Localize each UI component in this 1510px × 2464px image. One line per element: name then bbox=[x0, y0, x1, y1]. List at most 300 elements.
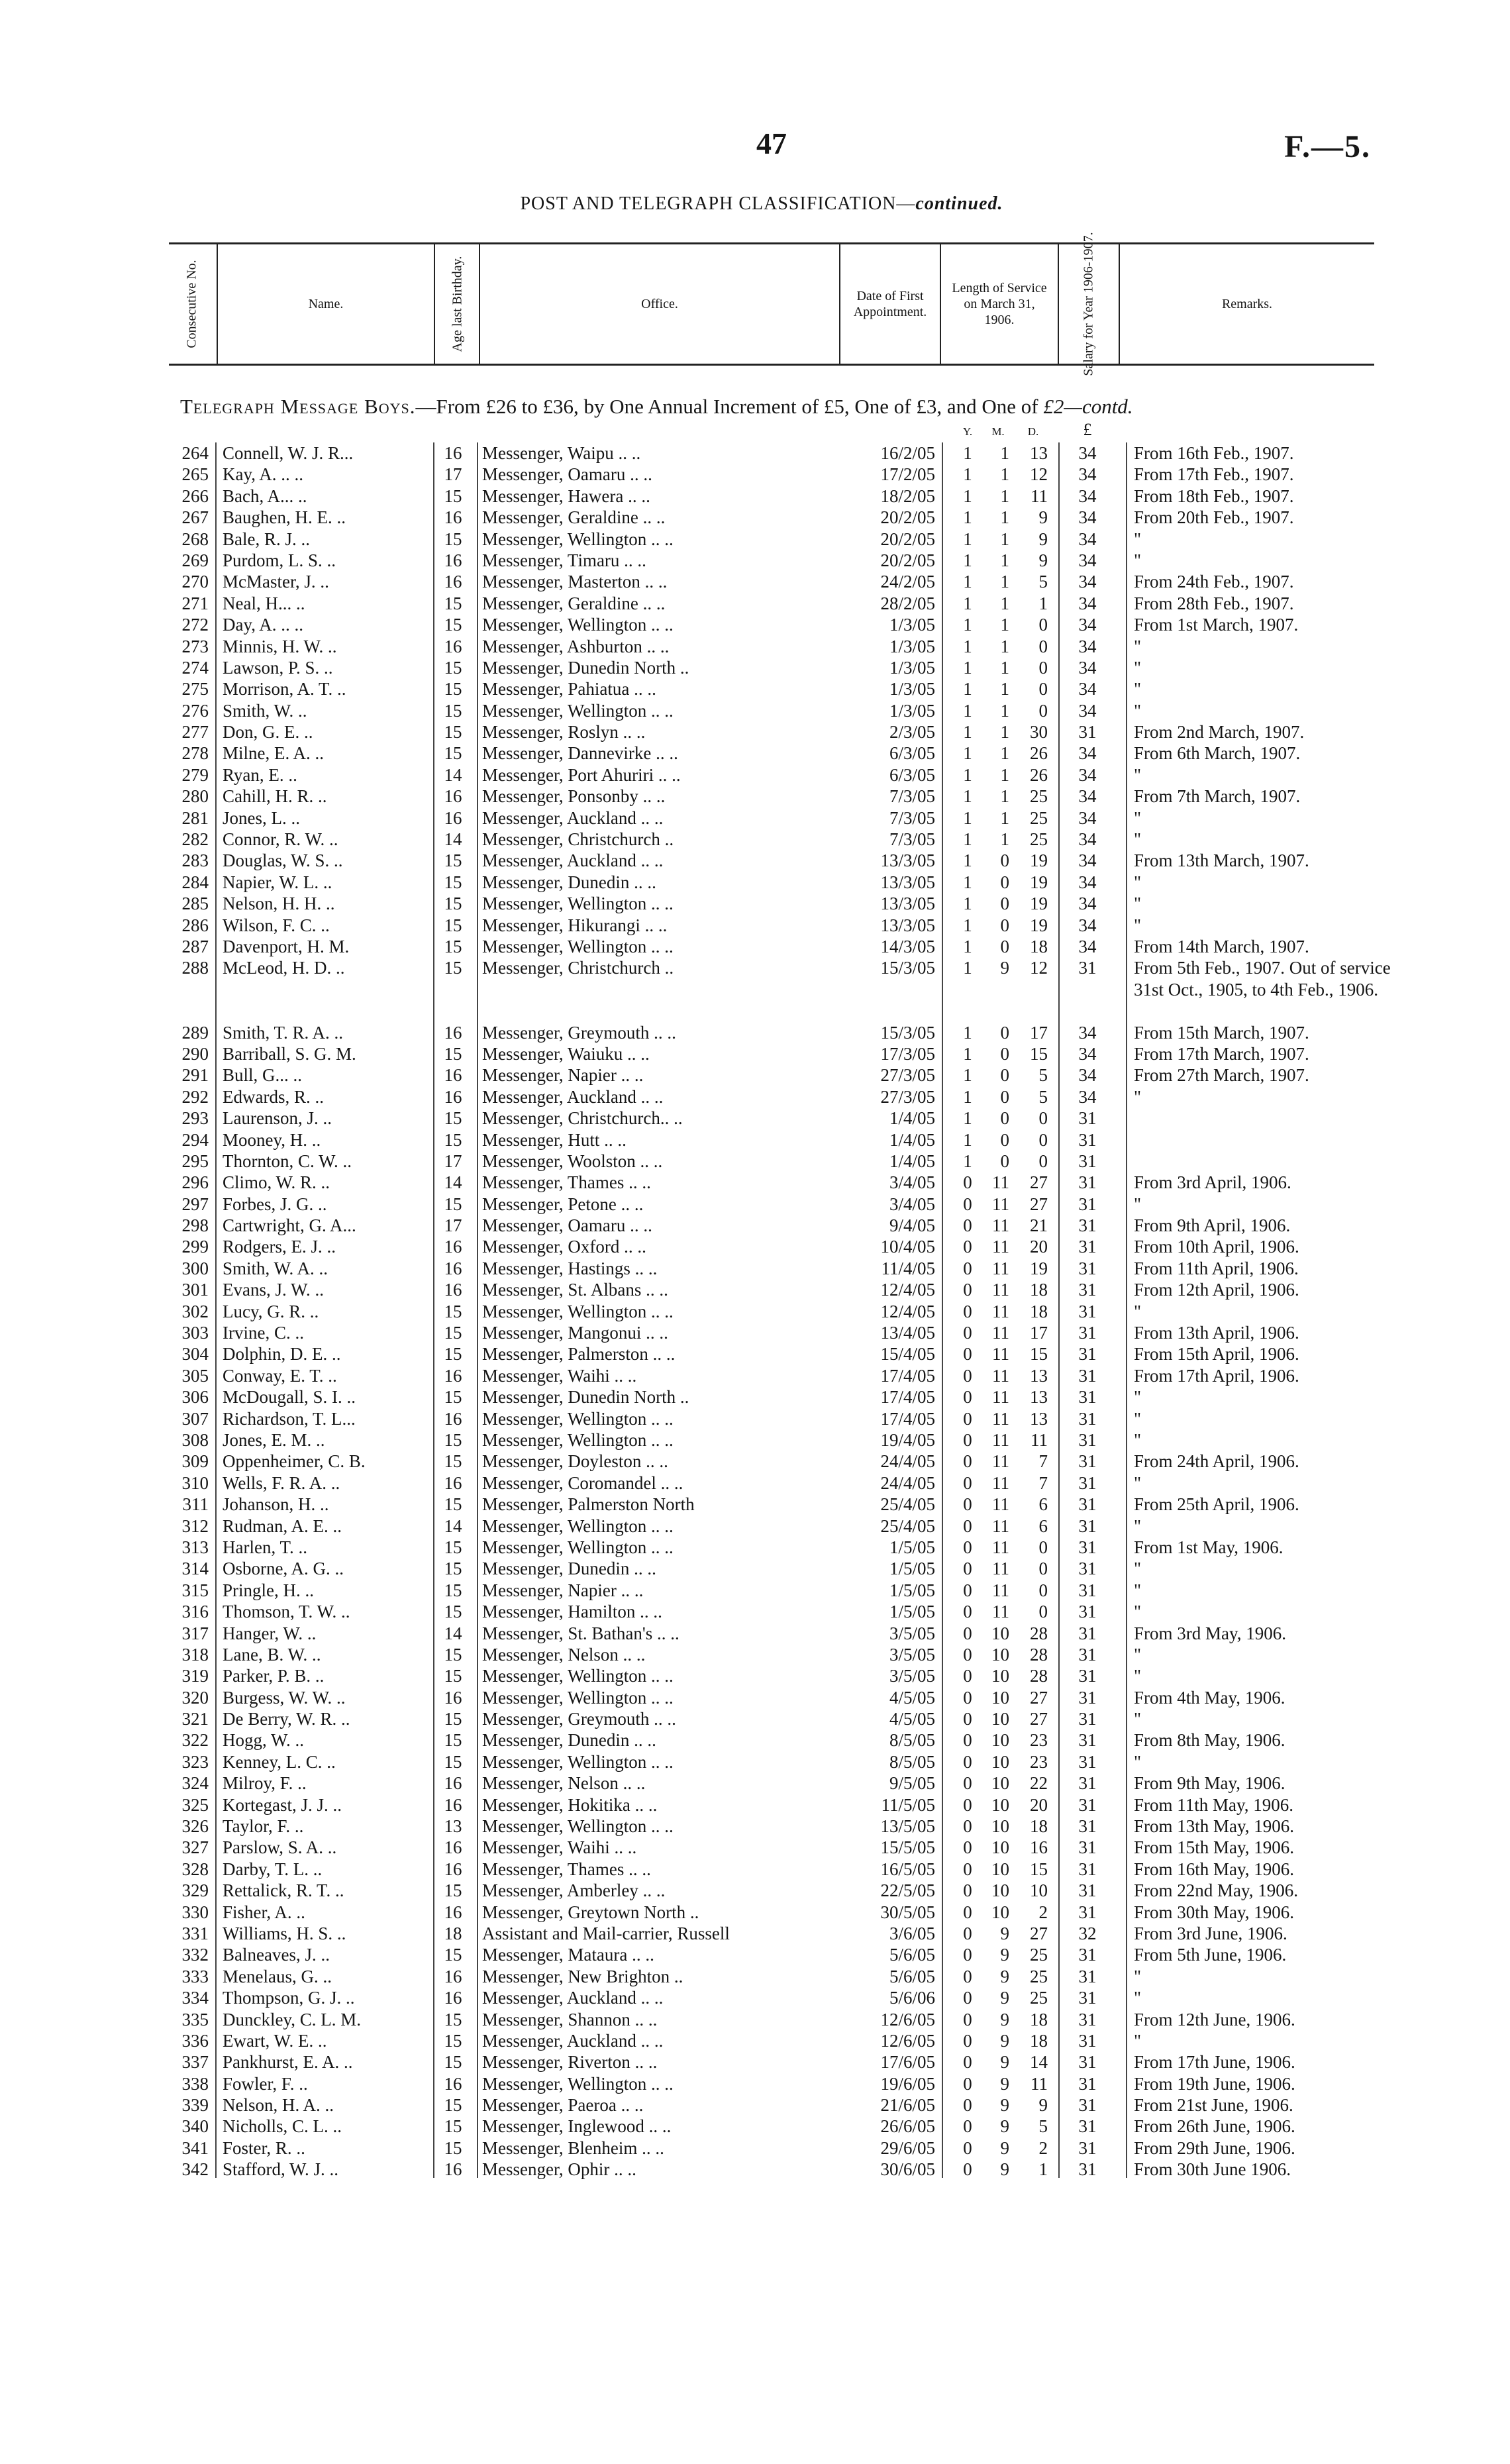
row-number: 313 bbox=[181, 1537, 209, 1557]
row-salary: 34 bbox=[1078, 700, 1097, 721]
row-remarks: From 12th April, 1906. bbox=[1134, 1280, 1299, 1300]
row-age: 16 bbox=[444, 1280, 462, 1300]
row-salary: 31 bbox=[1078, 1494, 1097, 1515]
row-office: Messenger, Thames .. .. bbox=[482, 1859, 651, 1879]
row-appointment-date: 17/4/05 bbox=[880, 1387, 935, 1408]
row-appointment-date: 3/5/05 bbox=[889, 1644, 935, 1665]
table-row bbox=[0, 872, 1510, 893]
row-office: Messenger, Wellington .. .. bbox=[482, 936, 674, 956]
row-salary: 34 bbox=[1078, 1086, 1097, 1107]
row-service-years: 0 bbox=[963, 2009, 972, 2029]
table-row bbox=[0, 1301, 1510, 1322]
table-row bbox=[0, 1322, 1510, 1343]
row-remarks: From 18th Feb., 1907. bbox=[1134, 486, 1294, 506]
row-service-years: 0 bbox=[963, 1666, 972, 1686]
unit-months: M. bbox=[991, 425, 1005, 438]
row-salary: 31 bbox=[1078, 1794, 1097, 1815]
row-appointment-date: 13/3/05 bbox=[880, 872, 935, 892]
row-salary: 34 bbox=[1078, 786, 1097, 807]
row-salary: 31 bbox=[1078, 2159, 1097, 2180]
row-service-years: 0 bbox=[963, 1730, 972, 1751]
title-main: POST AND TELEGRAPH CLASSIFICATION— bbox=[520, 193, 916, 214]
row-service-months: 9 bbox=[1000, 2159, 1009, 2180]
row-office: Assistant and Mail-carrier, Russell bbox=[482, 1923, 730, 1943]
row-remarks: " bbox=[1134, 829, 1142, 850]
table-row bbox=[0, 1386, 1510, 1408]
row-office: Messenger, Thames .. .. bbox=[482, 1172, 651, 1193]
row-service-years: 0 bbox=[963, 1623, 972, 1643]
row-service-days: 23 bbox=[1030, 1751, 1048, 1772]
row-remarks: From 5th June, 1906. bbox=[1134, 1945, 1287, 1965]
row-salary: 34 bbox=[1078, 486, 1097, 506]
row-service-months: 10 bbox=[991, 1687, 1009, 1708]
row-number: 276 bbox=[181, 700, 209, 721]
row-number: 328 bbox=[181, 1859, 209, 1879]
row-appointment-date: 20/2/05 bbox=[880, 529, 935, 549]
row-name: Bale, R. J. .. bbox=[223, 529, 310, 549]
row-age: 16 bbox=[444, 1859, 462, 1879]
table-row bbox=[0, 1944, 1510, 1965]
row-age: 15 bbox=[444, 1494, 462, 1515]
row-office: Messenger, Nelson .. .. bbox=[482, 1773, 646, 1794]
row-office: Messenger, Dunedin North .. bbox=[482, 1387, 689, 1408]
row-service-days: 13 bbox=[1030, 1408, 1048, 1429]
row-appointment-date: 1/5/05 bbox=[889, 1580, 935, 1600]
row-office: Messenger, Shannon .. .. bbox=[482, 2009, 658, 2029]
row-name: Cartwright, G. A... bbox=[223, 1215, 356, 1236]
row-service-years: 0 bbox=[963, 1859, 972, 1879]
row-salary: 31 bbox=[1078, 1365, 1097, 1386]
row-appointment-date: 11/5/05 bbox=[881, 1794, 935, 1815]
row-number: 315 bbox=[181, 1580, 209, 1600]
row-age: 16 bbox=[444, 507, 462, 528]
row-office: Messenger, Waiuku .. .. bbox=[482, 1043, 650, 1064]
row-appointment-date: 17/4/05 bbox=[880, 1365, 935, 1386]
row-service-months: 0 bbox=[1000, 1086, 1009, 1107]
table-row bbox=[0, 2073, 1510, 2094]
row-service-days: 0 bbox=[1038, 1580, 1048, 1600]
row-service-years: 0 bbox=[963, 1387, 972, 1408]
table-body bbox=[0, 442, 1510, 2181]
row-service-years: 1 bbox=[963, 679, 972, 699]
row-appointment-date: 12/4/05 bbox=[880, 1301, 935, 1321]
row-appointment-date: 13/4/05 bbox=[880, 1323, 935, 1343]
row-service-days: 20 bbox=[1030, 1794, 1048, 1815]
table-row bbox=[0, 593, 1510, 614]
row-name: Stafford, W. J. .. bbox=[223, 2159, 339, 2180]
row-service-days: 0 bbox=[1038, 636, 1048, 656]
row-salary: 34 bbox=[1078, 443, 1097, 463]
row-name: Milne, E. A. .. bbox=[223, 743, 324, 764]
row-salary: 31 bbox=[1078, 1666, 1097, 1686]
row-number: 264 bbox=[181, 443, 209, 463]
row-remarks: From 22nd May, 1906. bbox=[1134, 1880, 1298, 1901]
row-number: 309 bbox=[181, 1451, 209, 1472]
row-service-months: 11 bbox=[992, 1194, 1009, 1214]
row-name: Nelson, H. A. .. bbox=[223, 2095, 334, 2116]
row-age: 16 bbox=[444, 1022, 462, 1043]
row-remarks: From 19th June, 1906. bbox=[1134, 2073, 1295, 2094]
row-salary: 31 bbox=[1078, 1408, 1097, 1429]
row-name: Smith, W. A. .. bbox=[223, 1258, 328, 1278]
row-age: 15 bbox=[444, 1108, 462, 1129]
row-remarks: From 3rd May, 1906. bbox=[1134, 1623, 1286, 1643]
row-name: Hanger, W. .. bbox=[223, 1623, 317, 1643]
row-appointment-date: 25/4/05 bbox=[880, 1494, 935, 1515]
row-service-days: 18 bbox=[1030, 2030, 1048, 2051]
row-age: 16 bbox=[444, 1408, 462, 1429]
row-salary: 31 bbox=[1078, 1194, 1097, 1214]
row-appointment-date: 12/6/05 bbox=[880, 2009, 935, 2029]
row-salary: 32 bbox=[1078, 1923, 1097, 1943]
row-service-years: 0 bbox=[963, 1344, 972, 1364]
row-number: 269 bbox=[181, 550, 209, 570]
row-service-months: 11 bbox=[992, 1602, 1009, 1622]
row-number: 295 bbox=[181, 1151, 209, 1171]
row-service-years: 1 bbox=[963, 786, 972, 807]
row-remarks: " bbox=[1134, 1580, 1142, 1600]
row-remarks: From 6th March, 1907. bbox=[1134, 743, 1301, 764]
row-service-years: 0 bbox=[963, 1472, 972, 1493]
row-number: 270 bbox=[181, 572, 209, 592]
row-name: Purdom, L. S. .. bbox=[223, 550, 336, 570]
row-service-days: 0 bbox=[1038, 700, 1048, 721]
row-service-days: 30 bbox=[1030, 722, 1048, 743]
row-service-months: 11 bbox=[992, 1172, 1009, 1193]
row-appointment-date: 9/5/05 bbox=[889, 1773, 935, 1794]
row-service-days: 28 bbox=[1030, 1623, 1048, 1643]
row-service-days: 18 bbox=[1030, 1301, 1048, 1321]
unit-years: Y. bbox=[962, 425, 973, 438]
row-service-months: 11 bbox=[992, 1472, 1009, 1493]
row-number: 338 bbox=[181, 2073, 209, 2094]
row-number: 342 bbox=[181, 2159, 209, 2180]
row-remarks: From 16th Feb., 1907. bbox=[1134, 443, 1294, 463]
row-name: Minnis, H. W. .. bbox=[223, 636, 337, 656]
row-service-days: 13 bbox=[1030, 443, 1048, 463]
table-row bbox=[0, 936, 1510, 957]
row-service-months: 11 bbox=[992, 1387, 1009, 1408]
row-appointment-date: 20/2/05 bbox=[880, 550, 935, 570]
col-header-salary: Salary for Year 1906-1907. bbox=[1082, 232, 1096, 376]
page-title bbox=[331, 193, 1192, 215]
row-office: Messenger, Auckland .. .. bbox=[482, 2030, 664, 2051]
row-age: 16 bbox=[444, 572, 462, 592]
row-service-months: 11 bbox=[992, 1429, 1009, 1450]
row-age: 14 bbox=[444, 1623, 462, 1643]
row-remarks: From 4th May, 1906. bbox=[1134, 1687, 1285, 1708]
row-age: 16 bbox=[444, 2073, 462, 2094]
row-appointment-date: 15/3/05 bbox=[880, 1022, 935, 1043]
row-remarks: " bbox=[1134, 1387, 1142, 1408]
row-remarks: " bbox=[1134, 915, 1142, 935]
row-age: 15 bbox=[444, 936, 462, 956]
row-appointment-date: 7/3/05 bbox=[889, 786, 935, 807]
table-row bbox=[0, 1043, 1510, 1064]
row-office: Messenger, Paeroa .. .. bbox=[482, 2095, 644, 2116]
row-service-days: 9 bbox=[1038, 507, 1048, 528]
row-service-months: 9 bbox=[1000, 2030, 1009, 2051]
row-name: Cahill, H. R. .. bbox=[223, 786, 327, 807]
row-name: Smith, T. R. A. .. bbox=[223, 1022, 344, 1043]
row-service-days: 6 bbox=[1038, 1515, 1048, 1536]
row-appointment-date: 16/5/05 bbox=[880, 1859, 935, 1879]
table-row bbox=[0, 1451, 1510, 1472]
row-number: 286 bbox=[181, 915, 209, 935]
row-service-years: 1 bbox=[963, 764, 972, 785]
row-office: Messenger, Greytown North .. bbox=[482, 1902, 699, 1922]
table-row bbox=[0, 1086, 1510, 1107]
row-service-months: 10 bbox=[991, 1902, 1009, 1922]
row-salary: 31 bbox=[1078, 958, 1097, 978]
row-number: 287 bbox=[181, 936, 209, 956]
table-row bbox=[0, 893, 1510, 914]
row-appointment-date: 16/2/05 bbox=[880, 443, 935, 463]
row-service-days: 13 bbox=[1030, 1365, 1048, 1386]
row-service-years: 1 bbox=[963, 615, 972, 635]
row-number: 332 bbox=[181, 1945, 209, 1965]
row-number: 291 bbox=[181, 1065, 209, 1086]
table-row bbox=[0, 529, 1510, 550]
row-appointment-date: 27/3/05 bbox=[880, 1065, 935, 1086]
row-appointment-date: 24/4/05 bbox=[880, 1451, 935, 1472]
row-service-months: 0 bbox=[1000, 894, 1009, 914]
row-salary: 31 bbox=[1078, 1837, 1097, 1858]
row-service-months: 1 bbox=[1000, 636, 1009, 656]
row-appointment-date: 4/5/05 bbox=[889, 1687, 935, 1708]
row-service-days: 28 bbox=[1030, 1644, 1048, 1665]
row-service-months: 11 bbox=[992, 1494, 1009, 1515]
row-service-days: 12 bbox=[1030, 958, 1048, 978]
row-salary: 31 bbox=[1078, 1215, 1097, 1236]
row-service-years: 1 bbox=[963, 936, 972, 956]
row-number: 268 bbox=[181, 529, 209, 549]
document-code: F.—5. bbox=[1284, 129, 1371, 164]
row-number: 271 bbox=[181, 593, 209, 613]
table-row bbox=[0, 2030, 1510, 2051]
row-age: 15 bbox=[444, 1429, 462, 1450]
table-row bbox=[0, 850, 1510, 871]
row-age: 15 bbox=[444, 872, 462, 892]
row-remarks: " bbox=[1134, 1751, 1142, 1772]
row-remarks: From 17th March, 1907. bbox=[1134, 1043, 1309, 1064]
col-header-name: Name. bbox=[308, 297, 344, 311]
row-remarks: From 24th Feb., 1907. bbox=[1134, 572, 1294, 592]
row-service-days: 9 bbox=[1038, 550, 1048, 570]
row-remarks: " bbox=[1134, 1666, 1142, 1686]
row-service-days: 6 bbox=[1038, 1494, 1048, 1515]
row-number: 321 bbox=[181, 1709, 209, 1729]
row-appointment-date: 20/2/05 bbox=[880, 507, 935, 528]
row-age: 15 bbox=[444, 2116, 462, 2137]
row-service-days: 18 bbox=[1030, 2009, 1048, 2029]
table-row bbox=[0, 486, 1510, 507]
row-remarks: " bbox=[1134, 657, 1142, 678]
row-appointment-date: 6/3/05 bbox=[889, 764, 935, 785]
row-salary: 31 bbox=[1078, 1687, 1097, 1708]
row-office: Messenger, Greymouth .. .. bbox=[482, 1022, 676, 1043]
row-salary: 31 bbox=[1078, 1773, 1097, 1794]
row-service-years: 0 bbox=[963, 1515, 972, 1536]
row-remarks: From 8th May, 1906. bbox=[1134, 1730, 1285, 1751]
row-service-years: 1 bbox=[963, 850, 972, 871]
row-service-days: 0 bbox=[1038, 1559, 1048, 1579]
row-office: Messenger, Waihi .. .. bbox=[482, 1365, 637, 1386]
row-age: 15 bbox=[444, 722, 462, 743]
row-service-years: 1 bbox=[963, 1108, 972, 1129]
row-number: 340 bbox=[181, 2116, 209, 2137]
row-name: Hogg, W. .. bbox=[223, 1730, 305, 1751]
row-service-months: 1 bbox=[1000, 572, 1009, 592]
col-header-no: Consecutive No. bbox=[185, 260, 199, 348]
row-name: Rudman, A. E. .. bbox=[223, 1515, 342, 1536]
row-office: Messenger, Pahiatua .. .. bbox=[482, 679, 656, 699]
row-salary: 31 bbox=[1078, 1129, 1097, 1150]
row-service-months: 9 bbox=[1000, 1945, 1009, 1965]
table-row bbox=[0, 1580, 1510, 1601]
row-service-months: 11 bbox=[992, 1301, 1009, 1321]
row-service-months: 9 bbox=[1000, 958, 1009, 978]
row-appointment-date: 15/4/05 bbox=[880, 1344, 935, 1364]
table-row bbox=[0, 1365, 1510, 1386]
row-number: 282 bbox=[181, 829, 209, 850]
table-row bbox=[0, 1816, 1510, 1837]
table-row bbox=[0, 1859, 1510, 1880]
row-service-months: 1 bbox=[1000, 657, 1009, 678]
row-service-years: 0 bbox=[963, 2159, 972, 2180]
row-service-days: 15 bbox=[1030, 1859, 1048, 1879]
table-row bbox=[0, 1151, 1510, 1172]
row-salary: 31 bbox=[1078, 2095, 1097, 2116]
row-age: 15 bbox=[444, 1559, 462, 1579]
table-row bbox=[0, 1687, 1510, 1708]
row-number: 337 bbox=[181, 2052, 209, 2073]
row-office: Messenger, St. Bathan's .. .. bbox=[482, 1623, 680, 1643]
row-service-years: 1 bbox=[963, 915, 972, 935]
row-salary: 31 bbox=[1078, 1451, 1097, 1472]
row-name: Conway, E. T. .. bbox=[223, 1365, 337, 1386]
row-office: Messenger, Christchurch .. bbox=[482, 958, 674, 978]
row-appointment-date: 13/3/05 bbox=[880, 915, 935, 935]
row-age: 15 bbox=[444, 1301, 462, 1321]
row-name: Forbes, J. G. .. bbox=[223, 1194, 327, 1214]
row-remarks: From 1st March, 1907. bbox=[1134, 615, 1299, 635]
table-row bbox=[0, 507, 1510, 528]
table-row bbox=[0, 1472, 1510, 1494]
row-salary: 31 bbox=[1078, 1945, 1097, 1965]
row-salary: 31 bbox=[1078, 2009, 1097, 2029]
row-salary: 31 bbox=[1078, 1580, 1097, 1600]
row-remarks: From 17th April, 1906. bbox=[1134, 1365, 1299, 1386]
table-row bbox=[0, 571, 1510, 592]
row-number: 273 bbox=[181, 636, 209, 656]
row-office: Messenger, Nelson .. .. bbox=[482, 1644, 646, 1665]
row-remarks: " bbox=[1134, 550, 1142, 570]
row-salary: 34 bbox=[1078, 615, 1097, 635]
row-office: Messenger, St. Albans .. .. bbox=[482, 1280, 668, 1300]
row-salary: 34 bbox=[1078, 550, 1097, 570]
row-salary: 34 bbox=[1078, 593, 1097, 613]
row-service-days: 25 bbox=[1030, 1966, 1048, 1986]
row-service-months: 1 bbox=[1000, 615, 1009, 635]
row-salary: 34 bbox=[1078, 764, 1097, 785]
row-number: 283 bbox=[181, 850, 209, 871]
row-age: 14 bbox=[444, 764, 462, 785]
row-remarks: From 15th April, 1906. bbox=[1134, 1344, 1299, 1364]
row-name: Jones, E. M. .. bbox=[223, 1429, 325, 1450]
row-salary: 34 bbox=[1078, 894, 1097, 914]
row-service-months: 9 bbox=[1000, 2073, 1009, 2094]
row-age: 17 bbox=[444, 1151, 462, 1171]
row-service-days: 26 bbox=[1030, 764, 1048, 785]
row-service-days: 5 bbox=[1038, 2116, 1048, 2137]
row-appointment-date: 13/3/05 bbox=[880, 850, 935, 871]
row-service-years: 1 bbox=[963, 486, 972, 506]
row-salary: 34 bbox=[1078, 915, 1097, 935]
row-service-years: 1 bbox=[963, 657, 972, 678]
row-service-months: 9 bbox=[1000, 2116, 1009, 2137]
table-row bbox=[0, 1923, 1510, 1944]
row-remarks: From 2nd March, 1907. bbox=[1134, 722, 1305, 743]
row-office: Messenger, Wellington .. .. bbox=[482, 700, 674, 721]
row-service-days: 27 bbox=[1030, 1687, 1048, 1708]
row-age: 16 bbox=[444, 1065, 462, 1086]
row-remarks: " bbox=[1134, 1086, 1142, 1107]
row-service-years: 1 bbox=[963, 722, 972, 743]
row-office: Messenger, Wellington .. .. bbox=[482, 894, 674, 914]
row-number: 292 bbox=[181, 1086, 209, 1107]
table-row bbox=[0, 1558, 1510, 1579]
row-service-days: 16 bbox=[1030, 1837, 1048, 1858]
table-row bbox=[0, 1966, 1510, 1987]
row-number: 331 bbox=[181, 1923, 209, 1943]
row-service-days: 17 bbox=[1030, 1323, 1048, 1343]
row-age: 17 bbox=[444, 464, 462, 485]
row-age: 15 bbox=[444, 1580, 462, 1600]
row-number: 306 bbox=[181, 1387, 209, 1408]
row-salary: 31 bbox=[1078, 1966, 1097, 1986]
row-appointment-date: 17/6/05 bbox=[880, 2052, 935, 2073]
row-appointment-date: 3/5/05 bbox=[889, 1623, 935, 1643]
table-row bbox=[0, 786, 1510, 807]
row-number: 327 bbox=[181, 1837, 209, 1858]
row-remarks: From 14th March, 1907. bbox=[1134, 936, 1309, 956]
table-row bbox=[0, 1343, 1510, 1364]
table-row bbox=[0, 657, 1510, 678]
col-header-service: Length of Service on March 31, 1906. bbox=[952, 281, 1047, 327]
row-service-months: 10 bbox=[991, 1751, 1009, 1772]
row-age: 15 bbox=[444, 2009, 462, 2029]
row-service-days: 25 bbox=[1030, 829, 1048, 850]
row-appointment-date: 3/4/05 bbox=[889, 1194, 935, 1214]
row-service-years: 1 bbox=[963, 872, 972, 892]
row-salary: 31 bbox=[1078, 1301, 1097, 1321]
row-appointment-date: 1/5/05 bbox=[889, 1559, 935, 1579]
row-service-years: 0 bbox=[963, 2073, 972, 2094]
row-age: 15 bbox=[444, 1644, 462, 1665]
row-remarks: " bbox=[1134, 1515, 1142, 1536]
row-remarks: From 13th March, 1907. bbox=[1134, 850, 1309, 871]
row-remarks: From 17th June, 1906. bbox=[1134, 2052, 1295, 2073]
row-service-years: 1 bbox=[963, 550, 972, 570]
row-service-days: 25 bbox=[1030, 807, 1048, 828]
row-age: 15 bbox=[444, 700, 462, 721]
row-remarks: " bbox=[1134, 1559, 1142, 1579]
row-office: Messenger, Dunedin North .. bbox=[482, 657, 689, 678]
table-row bbox=[0, 464, 1510, 485]
row-service-months: 1 bbox=[1000, 550, 1009, 570]
row-age: 15 bbox=[444, 915, 462, 935]
